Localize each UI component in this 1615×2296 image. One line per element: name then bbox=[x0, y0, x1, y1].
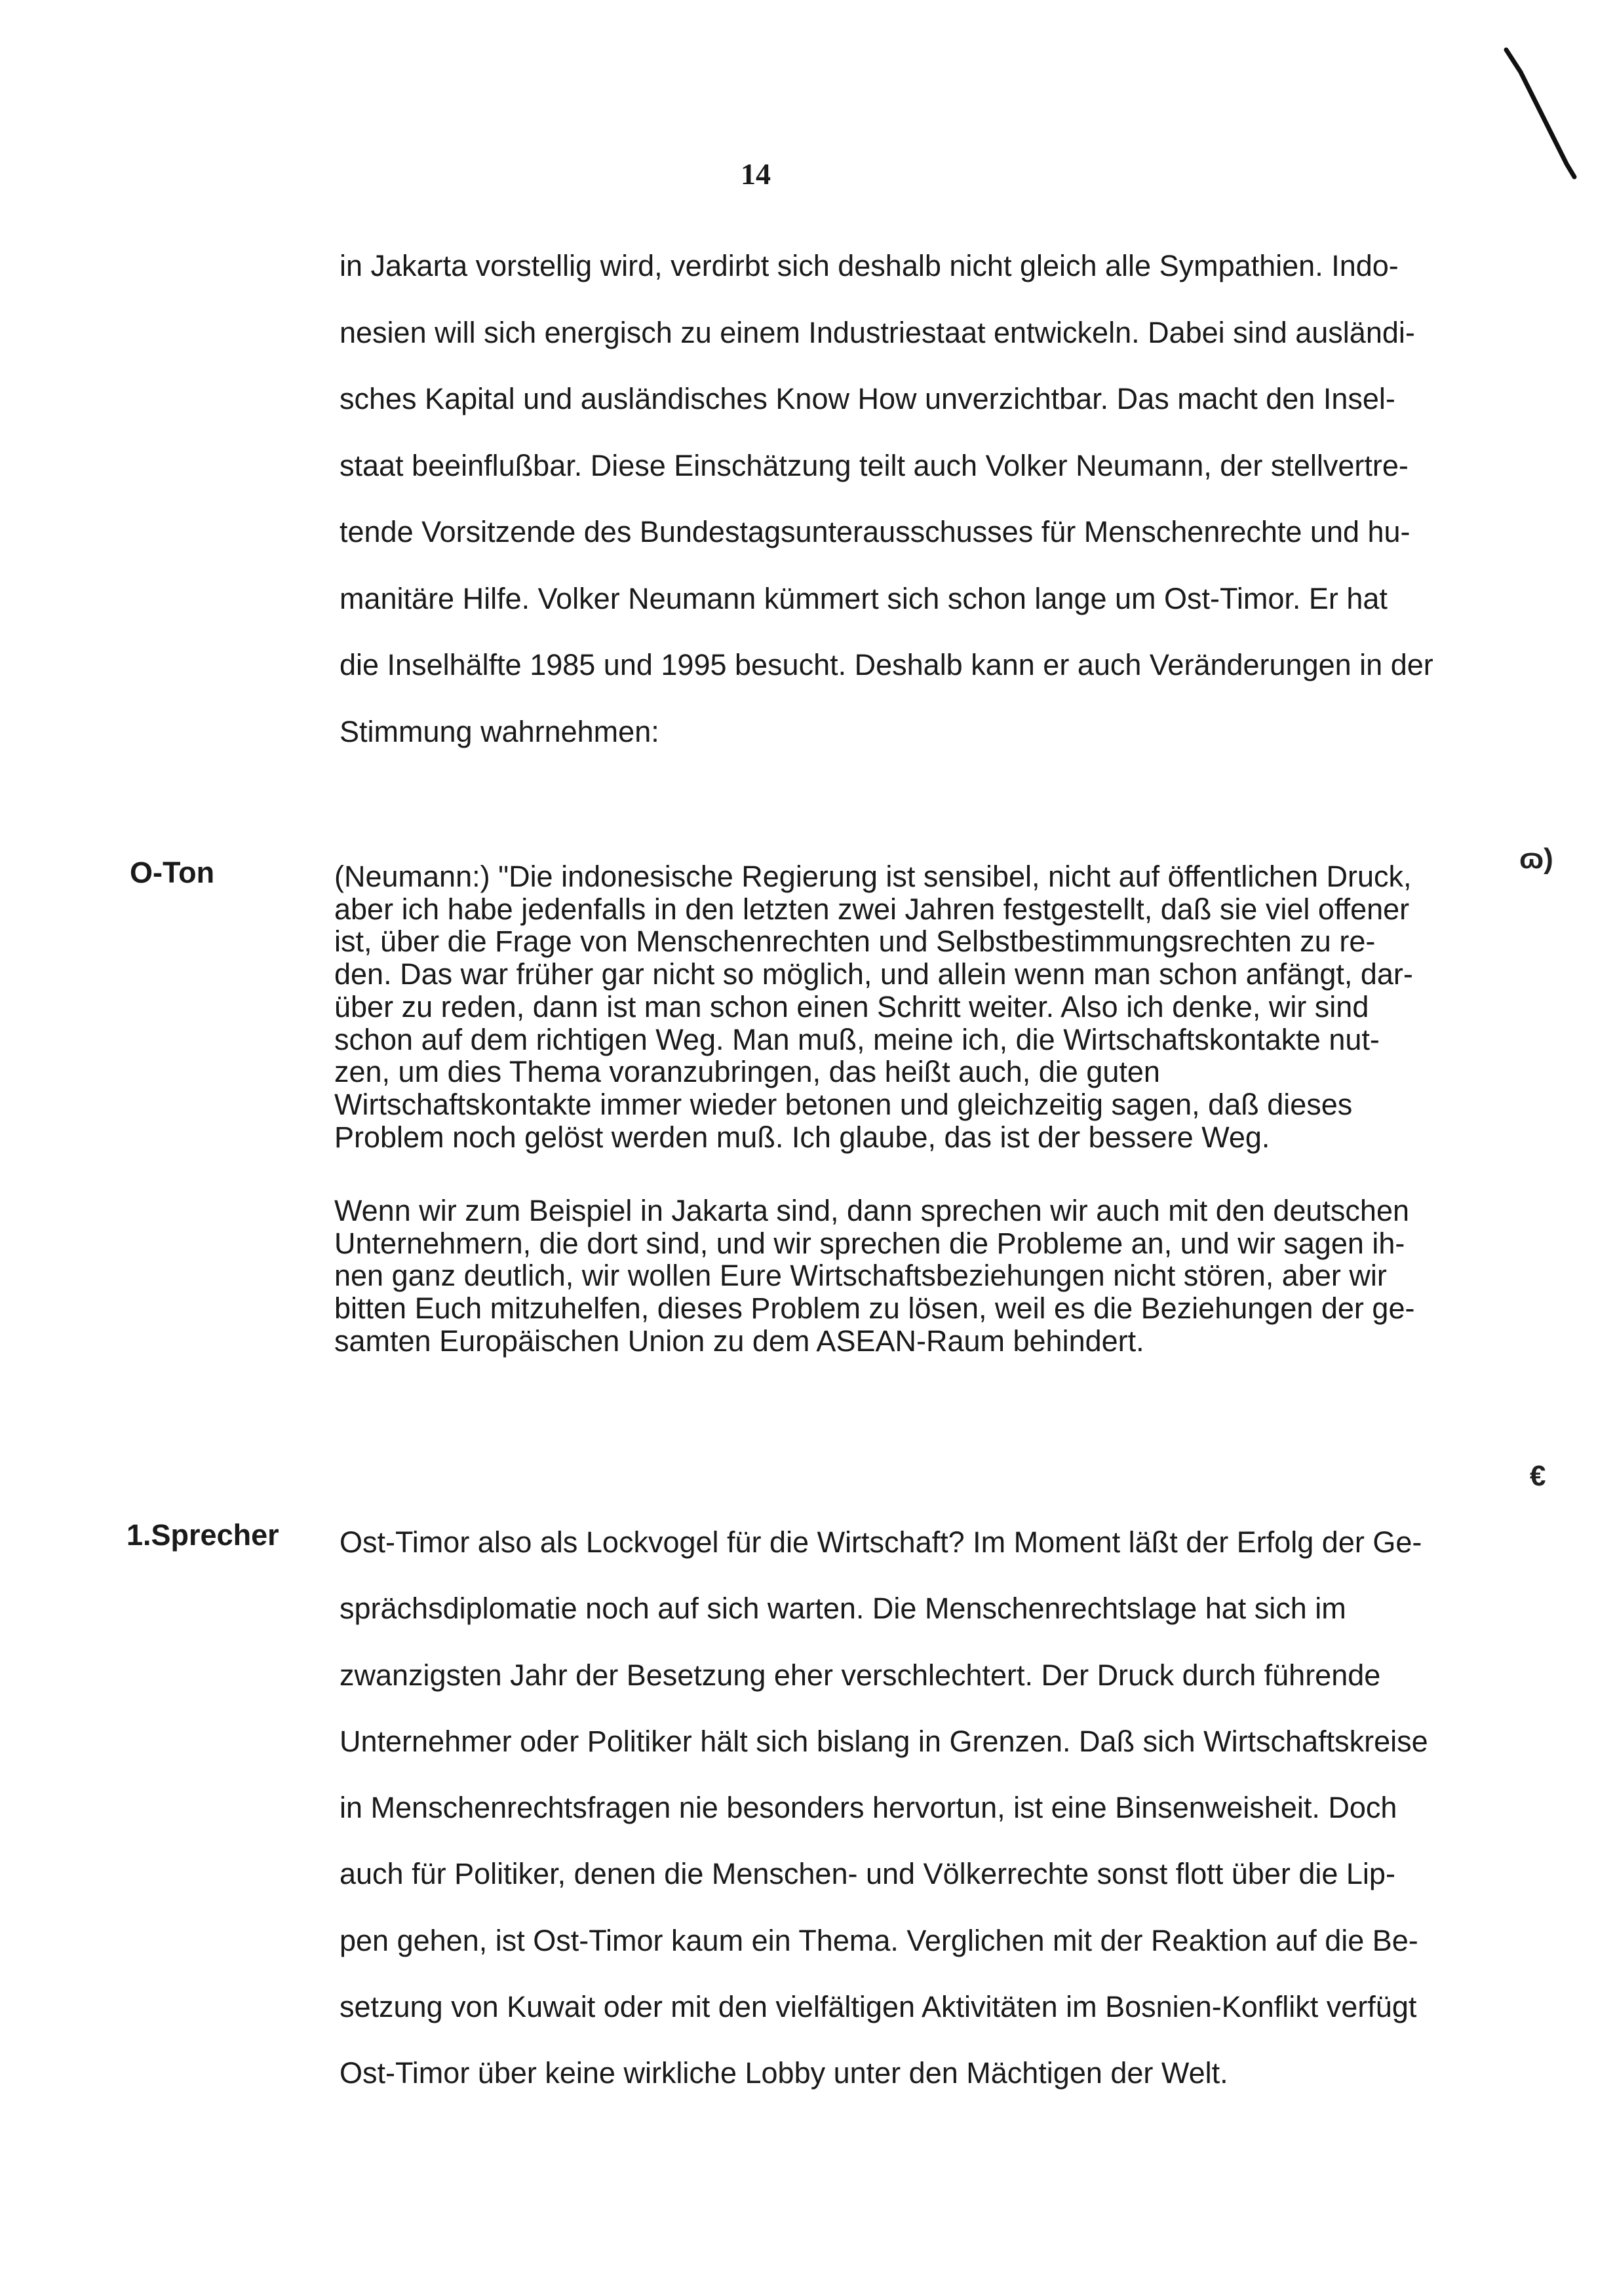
margin-handwritten-mark: ɷ) bbox=[1519, 843, 1553, 875]
text-line: nesien will sich energisch zu einem Industriestaat entwickeln. Dabei sind ausländi- bbox=[340, 315, 1415, 349]
text-line: schon auf dem richtigen Weg. Man muß, meine ich, die Wirtschaftskontakte nut- bbox=[334, 1022, 1380, 1056]
text-line: Unternehmern, die dort sind, und wir sprechen die Probleme an, und wir sagen ih- bbox=[334, 1226, 1405, 1260]
text-line: bitten Euch mitzuhelfen, dieses Problem zu lösen, weil es die Beziehungen der ge- bbox=[334, 1292, 1415, 1326]
text-line: pen gehen, ist Ost-Timor kaum ein Thema. Verglichen mit der Reaktion auf die Be- bbox=[340, 1923, 1418, 1957]
text-line: Ost-Timor also als Lockvogel für die Wirtschaft? Im Moment läßt der Erfolg der Ge- bbox=[340, 1525, 1422, 1559]
intro-paragraph bbox=[340, 233, 1493, 765]
text-line: staat beeinflußbar. Diese Einschätzung teilt auch Volker Neumann, der stellvertre- bbox=[340, 448, 1409, 482]
text-line: Unternehmer oder Politiker hält sich bislang in Grenzen. Daß sich Wirtschaftskreise bbox=[340, 1724, 1428, 1758]
oton-quote-paragraph-1 bbox=[334, 860, 1494, 1153]
text-line: Wirtschaftskontakte immer wieder betonen und gleichzeitig sagen, daß dieses bbox=[334, 1087, 1353, 1121]
text-line: manitäre Hilfe. Volker Neumann kümmert sich schon lange um Ost-Timor. Er hat bbox=[340, 581, 1388, 615]
text-line: tende Vorsitzende des Bundestagsunterausschusses für Menschenrechte und hu- bbox=[340, 515, 1411, 548]
speaker-label-sprecher: 1.Sprecher bbox=[126, 1518, 279, 1552]
text-line: samten Europäischen Union zu dem ASEAN-Raum behindert. bbox=[334, 1324, 1144, 1358]
text-line: über zu reden, dann ist man schon einen Schritt weiter. Also ich denke, wir sind bbox=[334, 989, 1369, 1024]
margin-handwritten-mark: € bbox=[1530, 1460, 1546, 1492]
text-line: sches Kapital und ausländisches Know How unverzichtbar. Das macht den Insel- bbox=[340, 382, 1395, 415]
text-line: sprächsdiplomatie noch auf sich warten. Die Menschenrechtslage hat sich im bbox=[340, 1592, 1346, 1626]
text-line: zwanzigsten Jahr der Besetzung eher verschlechtert. Der Druck durch führende bbox=[340, 1658, 1381, 1692]
text-line: setzung von Kuwait oder mit den vielfältigen Aktivitäten im Bosnien-Konflikt verfügt bbox=[340, 1990, 1417, 2024]
text-line: den. Das war früher gar nicht so möglich, und allein wenn man schon anfängt, dar- bbox=[334, 957, 1413, 991]
oton-quote-paragraph-2 bbox=[334, 1195, 1494, 1358]
scan-stroke-mark bbox=[1501, 46, 1593, 203]
text-line: aber ich habe jedenfalls in den letzten zwei Jahren festgestellt, daß sie viel offener bbox=[334, 892, 1410, 926]
text-line: (Neumann:) "Die indonesische Regierung ist sensibel, nicht auf öffentlichen Druck, bbox=[334, 860, 1412, 893]
text-line: die Inselhälfte 1985 und 1995 besucht. Deshalb kann er auch Veränderungen in der bbox=[340, 648, 1433, 681]
text-line: zen, um dies Thema voranzubringen, das heißt auch, die guten bbox=[334, 1055, 1160, 1089]
text-line: in Jakarta vorstellig wird, verdirbt sich deshalb nicht gleich alle Sympathien. Indo- bbox=[340, 249, 1399, 282]
sprecher-paragraph bbox=[340, 1509, 1493, 2107]
text-line: ist, über die Frage von Menschenrechten und Selbstbestimmungsrechten zu re- bbox=[334, 925, 1376, 959]
text-line: Problem noch gelöst werden muß. Ich glaube, das ist der bessere Weg. bbox=[334, 1120, 1270, 1154]
text-line: auch für Politiker, denen die Menschen- und Völkerrechte sonst flott über die Lip- bbox=[340, 1857, 1395, 1891]
text-line: Stimmung wahrnehmen: bbox=[340, 714, 659, 748]
text-line: in Menschenrechtsfragen nie besonders hervortun, ist eine Binsenweisheit. Doch bbox=[340, 1791, 1397, 1825]
text-line: Ost-Timor über keine wirkliche Lobby unter den Mächtigen der Welt. bbox=[340, 2056, 1228, 2090]
text-line: Wenn wir zum Beispiel in Jakarta sind, dann sprechen wir auch mit den deutschen bbox=[334, 1194, 1410, 1227]
page-number: 14 bbox=[741, 157, 771, 191]
speaker-label-oton: O-Ton bbox=[130, 856, 215, 889]
text-line: nen ganz deutlich, wir wollen Eure Wirtschaftsbeziehungen nicht stören, aber wir bbox=[334, 1259, 1387, 1293]
